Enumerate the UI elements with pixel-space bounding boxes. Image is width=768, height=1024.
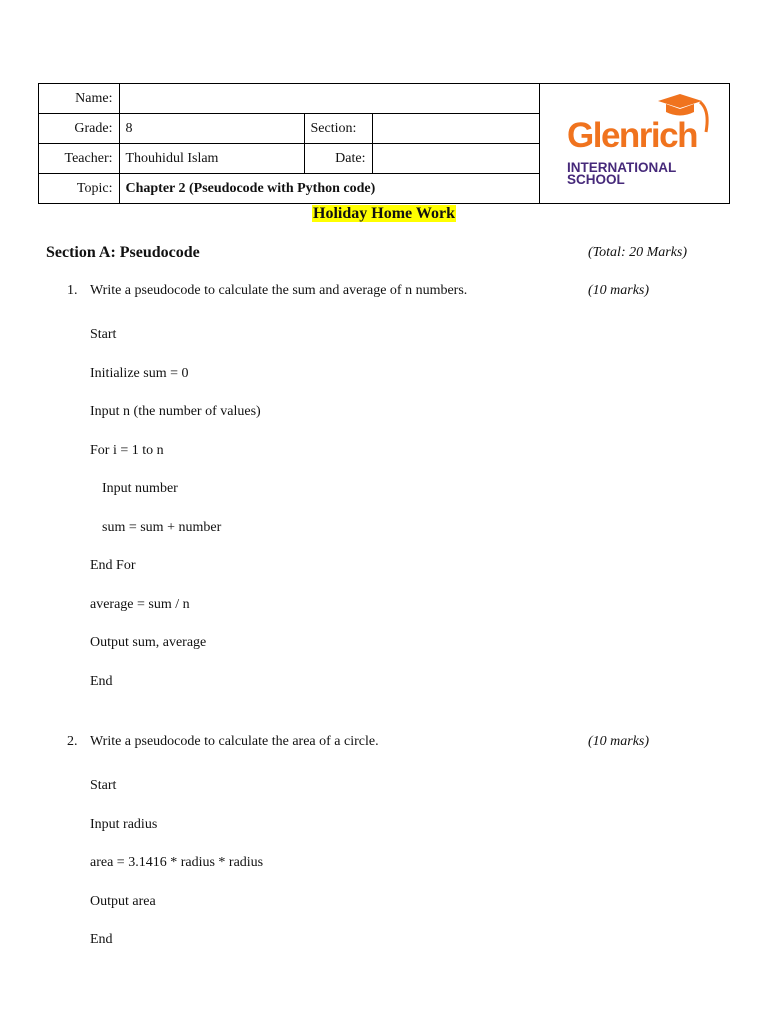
q1-line: Input number [102, 481, 178, 496]
title-container [0, 205, 768, 223]
question-1-number: 1. [67, 283, 78, 298]
q1-line: Initialize sum = 0 [90, 366, 189, 381]
section-a-total: (Total: 20 Marks) [588, 245, 688, 260]
topic-value[interactable]: Chapter 2 (Pseudocode with Python code) [119, 174, 539, 204]
q1-line: sum = sum + number [102, 520, 222, 535]
grade-row [39, 114, 539, 144]
question-2-number: 2. [67, 734, 78, 749]
question-2-text: Write a pseudocode to calculate the area of a circle. [90, 734, 379, 749]
name-label: Name: [39, 84, 119, 114]
name-field[interactable] [119, 84, 539, 114]
grade-label: Grade: [39, 114, 119, 144]
topic-row [39, 174, 539, 204]
q1-line: End For [90, 558, 136, 573]
section-field[interactable] [372, 114, 539, 144]
q2-line: Start [90, 778, 117, 793]
question-2-marks: (10 marks) [588, 734, 650, 749]
header-box [38, 83, 730, 204]
q2-line: area = 3.1416 * radius * radius [90, 855, 264, 870]
school-logo [540, 84, 729, 203]
logo-line-international: INTERNATIONAL [567, 160, 677, 175]
teacher-label: Teacher: [39, 144, 119, 174]
q1-line: End [90, 674, 113, 689]
page-title: Holiday Home Work [313, 205, 455, 222]
q2-line: Input radius [90, 817, 158, 832]
teacher-value[interactable]: Thouhidul Islam [119, 144, 304, 174]
q1-line: average = sum / n [90, 597, 190, 612]
q2-line: Output area [90, 894, 156, 909]
topic-label: Topic: [39, 174, 119, 204]
teacher-row [39, 144, 539, 174]
logo-line-school: SCHOOL [567, 172, 625, 187]
q1-line: For i = 1 to n [90, 443, 164, 458]
section-a-title: Section A: Pseudocode [46, 244, 200, 261]
section-label: Section: [304, 114, 372, 144]
q1-line: Output sum, average [90, 635, 207, 650]
q1-line: Start [90, 327, 117, 342]
question-1-marks: (10 marks) [588, 283, 650, 298]
question-1-text: Write a pseudocode to calculate the sum and average of n numbers. [90, 283, 468, 298]
grade-value[interactable]: 8 [119, 114, 304, 144]
q1-line: Input n (the number of values) [90, 404, 261, 419]
name-row [39, 84, 539, 114]
date-field[interactable] [372, 144, 539, 174]
student-info-table [39, 84, 540, 203]
logo-wordmark: Glenrich [567, 116, 697, 155]
date-label: Date: [304, 144, 372, 174]
q2-line: End [90, 932, 113, 947]
